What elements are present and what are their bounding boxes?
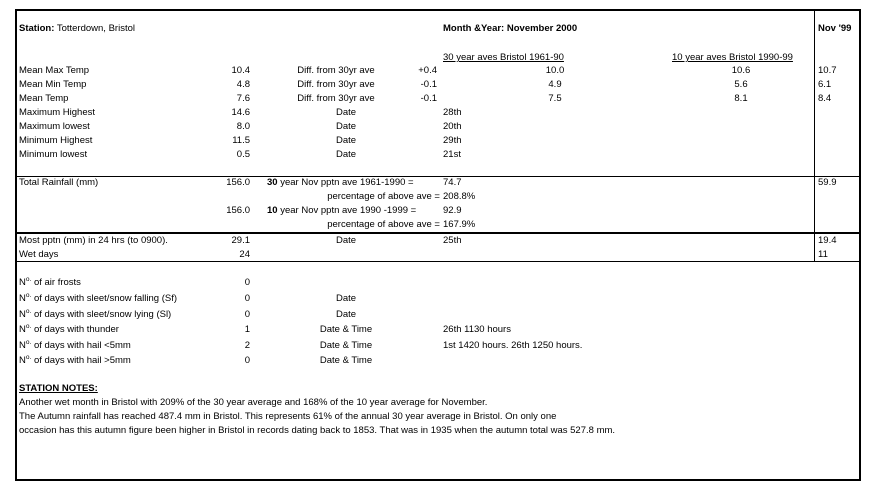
temp-value: 11.5 [232,135,250,146]
temp-mid: Date [335,135,357,146]
rain-pct1: 208.8% [443,191,476,202]
days-info: 1st 1420 hours. 26th 1250 hours. [443,340,583,351]
rain-pct2-label: percentage of above ave = [327,219,440,230]
wet-days-label: Wet days [19,249,59,260]
border-bottom [15,479,861,481]
notes-line-1: Another wet month in Bristol with 209% of the 30 year average and 168% of the 10 year average for November. [19,397,488,408]
temp-mid: Date [335,107,357,118]
days-value: 2 [244,340,250,351]
notes-heading: STATION NOTES: [19,383,98,394]
days-label: $N^{o.}$ of days with sleet/snow lying (Sl) [19,308,172,320]
temp-label: Minimum Highest [19,135,93,146]
temp-mid: Date [335,149,357,160]
temp-value: 7.6 [236,93,250,104]
days-label: $N^{o.}$ of days with hail >5mm [19,354,131,366]
days-value: 0 [244,277,250,288]
days-label: $N^{o.}$ of days with sleet/snow falling (Sf) [19,292,178,304]
temp-mid: Date [335,121,357,132]
rain-pct1-label: percentage of above ave = [327,191,440,202]
month-year-value: November 2000 [506,23,578,34]
rain-10yr-line [267,205,416,217]
notes-line-3: occasion has this autumn figure been higher in Bristol in records dating back to 1853. That was in 1935 when the autumn total was 527.8 mm. [19,425,616,436]
month-year-heading [443,23,577,35]
temp-label: Mean Min Temp [19,79,87,90]
temp-label: Minimum lowest [19,149,88,160]
rain-label: Total Rainfall (mm) [19,177,99,188]
rain-value-2: 156.0 [226,205,250,216]
temp-label: Mean Temp [19,93,69,104]
rain-30yr-ave: 74.7 [443,177,462,188]
days-mid: Date [335,309,357,320]
days-mid: Date & Time [319,355,373,366]
notes-line-2: The Autumn rainfall has reached 487.4 mm in Bristol. This represents 61% of the annual 30 year average in Bristol. On only one [19,411,557,422]
temp-label: Maximum Highest [19,107,96,118]
days-mid: Date & Time [319,340,373,351]
days-info: 26th 1130 hours [443,324,511,335]
days-label: $N^{o.}$ of air frosts [19,276,81,288]
most-pptn-nov99: 19.4 [818,235,837,246]
ave30-header: 30 year aves Bristol 1961-90 [443,52,564,63]
rain-30-bold: 30 [267,177,278,188]
temp-ave10: 10.6 [731,65,751,76]
most-pptn-mid: Date [335,235,357,246]
border-left [15,9,17,481]
temp-nov99: 6.1 [818,79,832,90]
temp-ave10: 5.6 [734,79,748,90]
temp-label: Mean Max Temp [19,65,90,76]
rain-pct2: 167.9% [443,219,476,230]
temp-ave30: 10.0 [545,65,565,76]
temp-value: 8.0 [236,121,250,132]
temp-ave30: 4.9 [548,79,562,90]
temp-diff: +0.4 [418,65,437,76]
temp-label: Maximum lowest [19,121,90,132]
temp-date: 29th [443,135,462,146]
border-right [859,9,861,481]
rule-rain-bottom [15,232,861,234]
rain-10-text: year Nov pptn ave 1990 -1999 = [280,205,417,216]
temp-ave10: 8.1 [734,93,748,104]
temp-mid: Diff. from 30yr ave [297,65,375,76]
temp-ave30: 7.5 [548,93,562,104]
temp-date: 28th [443,107,462,118]
temp-mid: Diff. from 30yr ave [297,93,375,104]
temp-mid: Diff. from 30yr ave [297,79,375,90]
temp-date: 20th [443,121,462,132]
most-pptn-date: 25th [443,235,462,246]
rain-nov99: 59.9 [818,177,837,188]
temp-value: 0.5 [236,149,250,160]
most-pptn-value: 29.1 [231,235,250,246]
station-name: Totterdown, Bristol [56,23,135,34]
rain-30yr-line [267,177,414,189]
border-top [15,9,861,11]
wet-days-nov99: 11 [818,249,828,260]
rain-30-text: year Nov pptn ave 1961-1990 = [280,177,414,188]
temp-nov99: 10.7 [818,65,837,76]
days-value: 0 [244,355,250,366]
days-mid: Date & Time [319,324,373,335]
most-pptn-label: Most pptn (mm) in 24 hrs (to 0900). [19,235,168,246]
days-value: 1 [244,324,250,335]
rule-rain-top [15,176,861,177]
rain-10yr-ave: 92.9 [443,205,462,216]
nov99-header: Nov '99 [818,23,852,34]
temp-nov99: 8.4 [818,93,832,104]
days-value: 0 [244,293,250,304]
temp-date: 21st [443,149,461,160]
station-label: Station: [19,23,55,34]
rain-value-1: 156.0 [226,177,250,188]
month-year-label: Month &Year: [443,23,505,34]
col-divider [814,9,815,262]
rain-10-bold: 10 [267,205,278,216]
station-heading [19,23,135,35]
rule-days-top [15,261,861,262]
wet-days-value: 24 [239,249,250,260]
temp-value: 10.4 [231,65,250,76]
ave10-header: 10 year aves Bristol 1990-99 [672,52,793,63]
days-label: $N^{o.}$ of days with hail <5mm [19,339,131,351]
temp-diff: -0.1 [420,79,437,90]
temp-value: 4.8 [236,79,250,90]
days-mid: Date [335,293,357,304]
days-value: 0 [244,309,250,320]
days-label: $N^{o.}$ of days with thunder [19,323,119,335]
temp-diff: -0.1 [420,93,437,104]
temp-value: 14.6 [231,107,250,118]
